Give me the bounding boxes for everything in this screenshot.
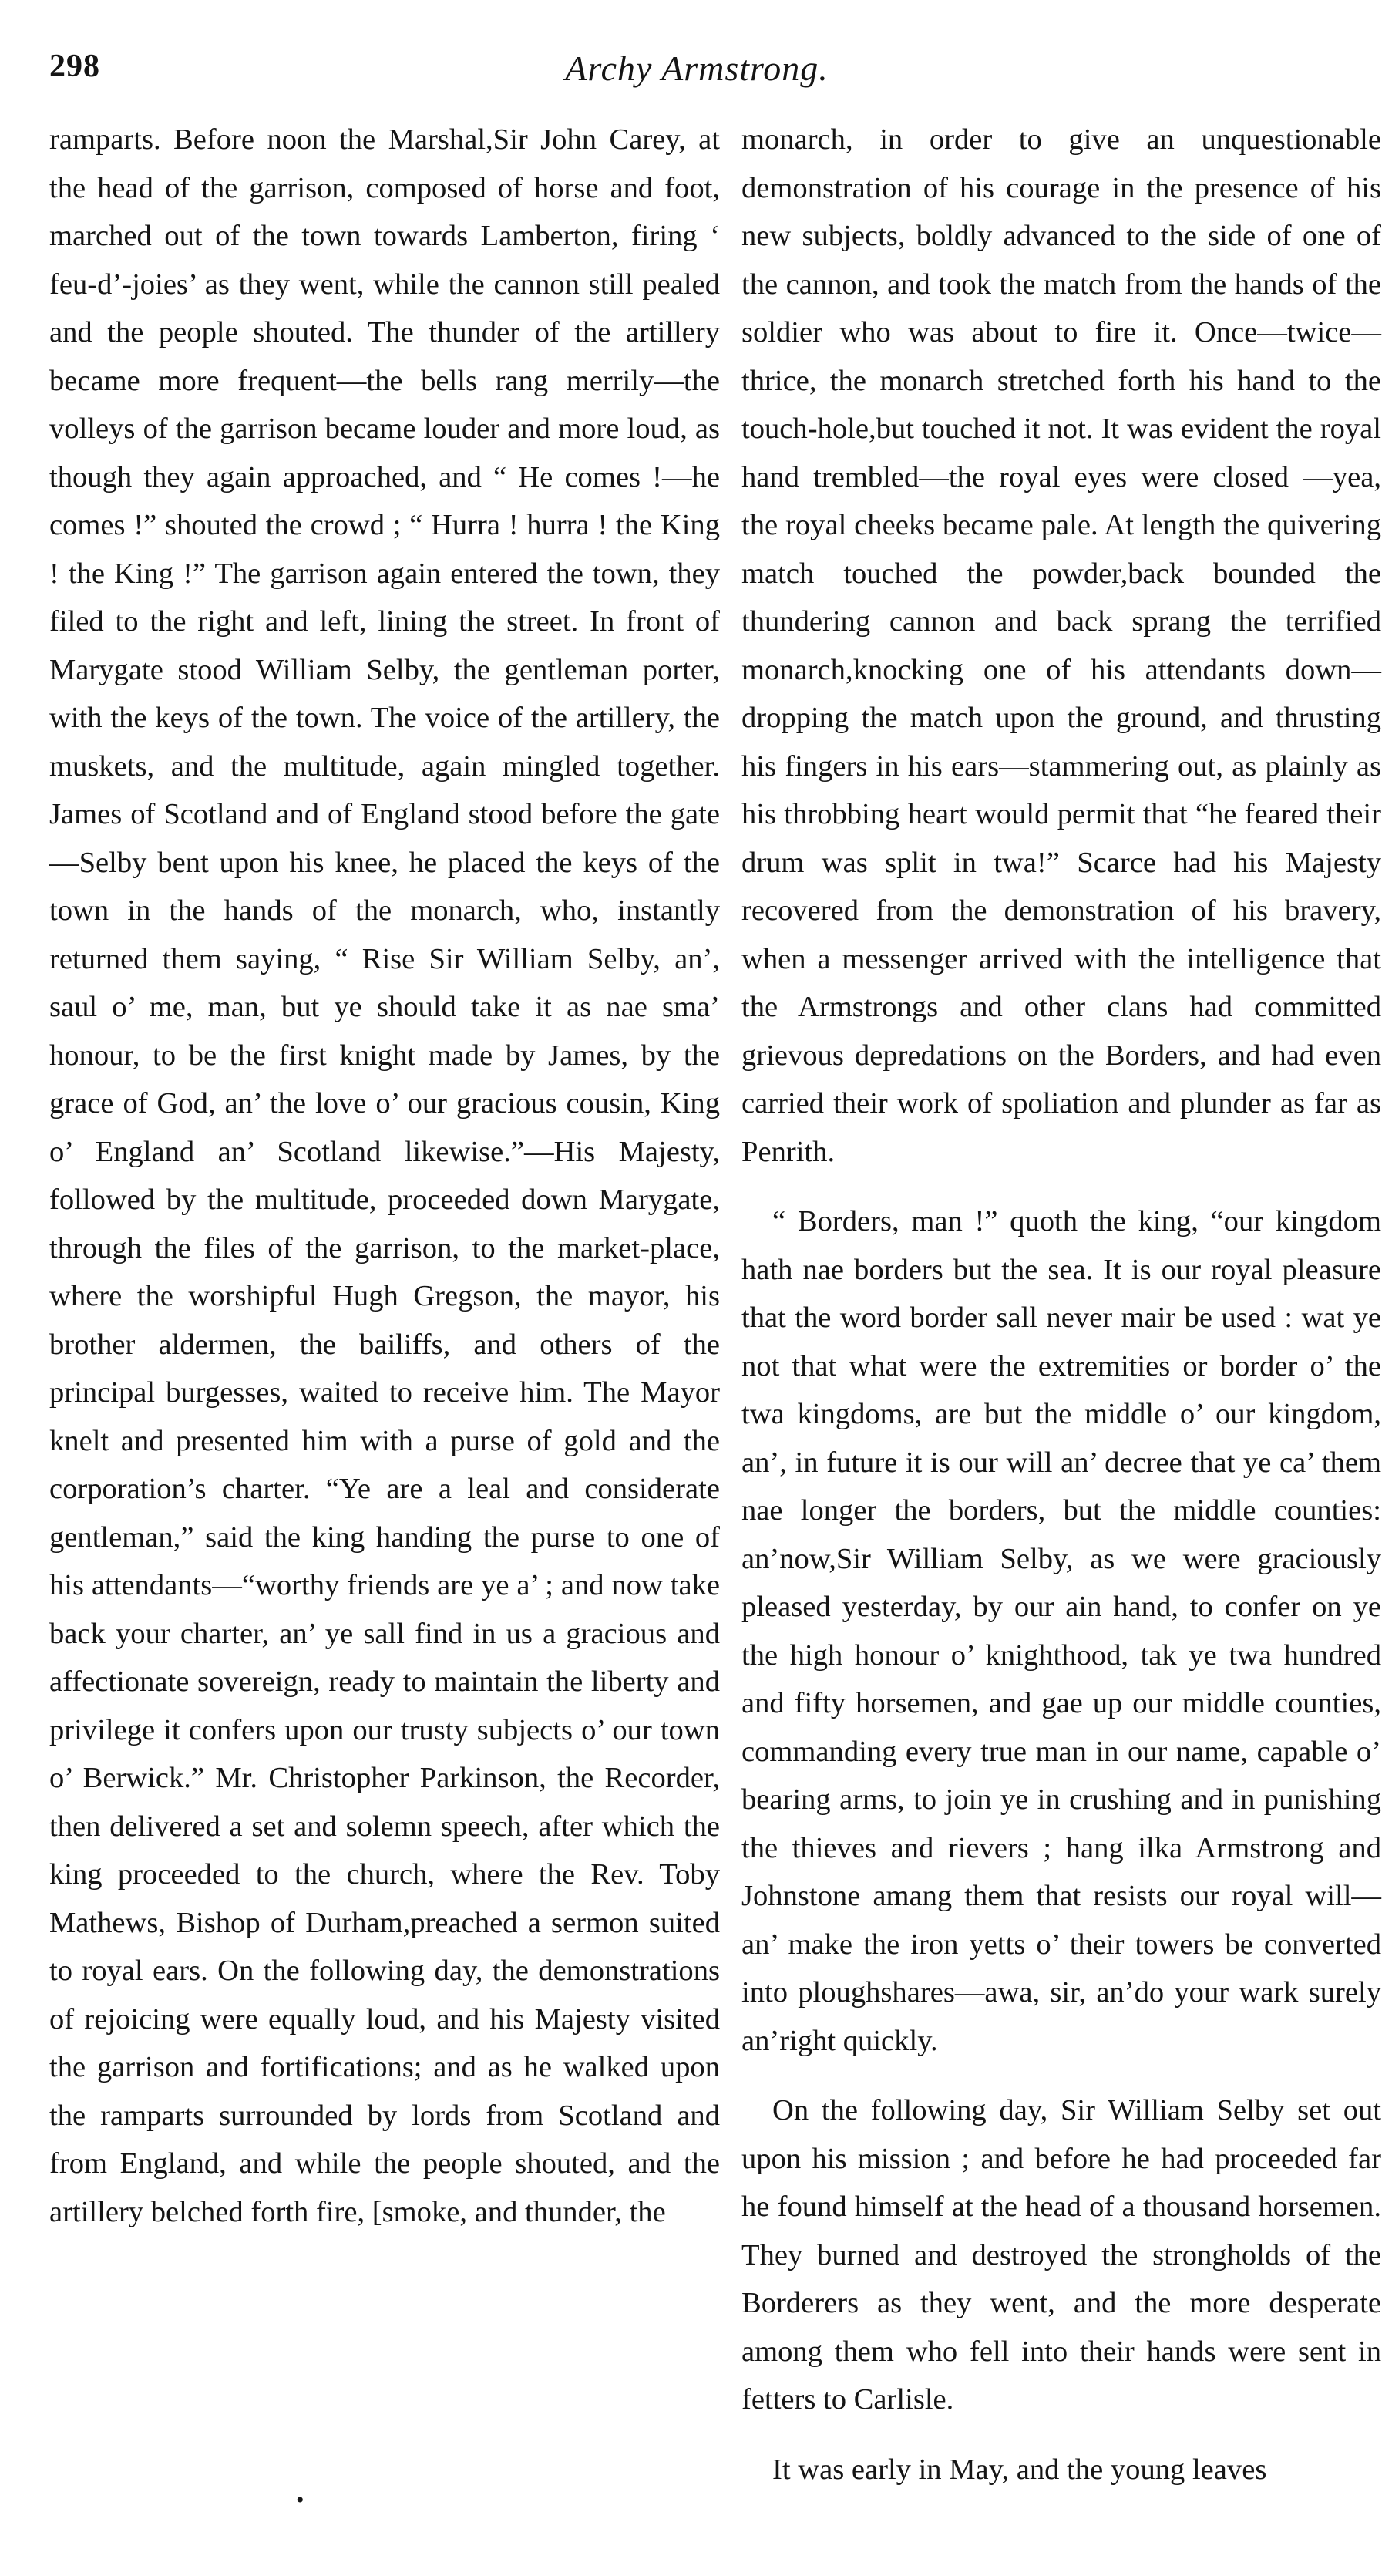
page-number: 298 [49, 49, 100, 84]
paragraph: ramparts. Before noon the Marshal,Sir John Carey, at the head of the garrison, composed of horse and foot, marched out of the town towards Lamberton, firing ‘ feu-d’-joies’ as they went, while the cannon still pealed and the people shouted. The thunder of the artillery became more frequent—the bells rang merrily—the volleys of the garrison became louder and more loud, as though they again approached, and “ He comes !—he comes !” shouted the crowd ; “ Hurra ! hurra ! the King ! the King !” The garrison again entered the town, they filed to the right and left, lining the street. In front of Marygate stood William Selby, the gentleman porter, with the keys of the town. The voice of the artillery, the muskets, and the multitude, again mingled together. James of Scotland and of England stood before the gate—Selby bent upon his knee, he placed the keys of the town in the hands of the monarch, who, instantly returned them saying, “ Rise Sir William Selby, an’, saul o’ me, man, but ye should take it as nae sma’ honour, to be the first knight made by James, by the grace of God, an’ the love o’ our gracious cousin, King o’ England an’ Scotland likewise.”—His Majesty, followed by the multitude, proceeded down Marygate, through the files of the garrison, to the market-place, where the worshipful Hugh Gregson, the mayor, his brother aldermen, the bailiffs, and others of the principal burgesses, waited to receive him. The Mayor knelt and presented him with a purse of gold and the corporation’s charter. “Ye are a leal and considerate gentleman,” said the king handing the purse to one of his attendants—“worthy friends are ye a’ ; and now take back your charter, an’ ye sall find in us a gracious and affectionate sovereign, ready to maintain the liberty and privilege it confers upon our trusty subjects o’ our town o’ Berwick.” Mr. Christopher Parkinson, the Recorder, then delivered a set and solemn speech, after which the king proceeded to the church, where the Rev. Toby Mathews, Bishop of Durham,preached a sermon suited to royal ears. On the following day, the demonstrations of rejoicing were equally loud, and his Majesty visited the garrison and fortifications; and as he walked upon the ramparts surrounded by lords from Scotland and from England, and while the people shouted, and the artillery belched forth fire, [smoke, and thunder, the [49, 123, 720, 2228]
right-column [741, 116, 1381, 2494]
paragraph: On the following day, Sir William Selby set out upon his mission ; and before he had proceeded far he found himself at the head of a thousand horsemen. They burned and destroyed the strongholds of the Borderers as they went, and the more desperate among them who fell into their hands were sent in fetters to Carlisle. [741, 2094, 1381, 2416]
left-column [49, 116, 720, 2236]
paragraph: It was early in May, and the young leaves [772, 2453, 1267, 2486]
bottom-mark: • [296, 2487, 304, 2513]
paragraph: monarch, in order to give an unquestionable demonstration of his courage in the presence of his new subjects, boldly advanced to the side of one of the cannon, and took the match from the hands of the soldier who was about to fire it. Once—twice—thrice, the monarch stretched forth his hand to the touch-hole,but touched it not. It was evident the royal hand trembled—the royal eyes were closed —yea, the royal cheeks became pale. At length the quivering match touched the powder,back bounded the thundering cannon and back sprang the terrified monarch,knocking one of his attendants down—dropping the match upon the ground, and thrusting his fingers in his ears—stammering out, as plainly as his throbbing heart would permit that “he feared their drum was split in twa!” Scarce had his Majesty recovered from the demonstration of his bravery, when a messenger arrived with the intelligence that the Armstrongs and other clans had committed grievous depredations on the Borders, and had even carried their work of spoliation and plunder as far as Penrith. [741, 123, 1381, 1168]
running-title: Archy Armstrong. [565, 49, 829, 88]
page-header [49, 48, 1344, 109]
paragraph: “ Borders, man !” quoth the king, “our kingdom hath nae borders but the sea. It is our royal pleasure that the word border sall never mair be used : wat ye not that what were the extremities or border o’ the twa kingdoms, are but the middle o’ our kingdom, an’, in future it is our will an’ decree that ye ca’ them nae longer the borders, but the middle counties: an’now,Sir William Selby, as we were graciously pleased yesterday, by our ain hand, to confer on ye the high honour o’ knighthood, tak ye twa hundred and fifty horsemen, and gae up our middle counties, commanding every true man in our name, capable o’ bearing arms, to join ye in crushing and in punishing the thieves and rievers ; hang ilka Armstrong and Johnstone amang them that resists our royal will—an’ make the iron yetts o’ their towers be converted into ploughshares—awa, sir, an’do your wark surely an’right quickly. [741, 1205, 1381, 2057]
